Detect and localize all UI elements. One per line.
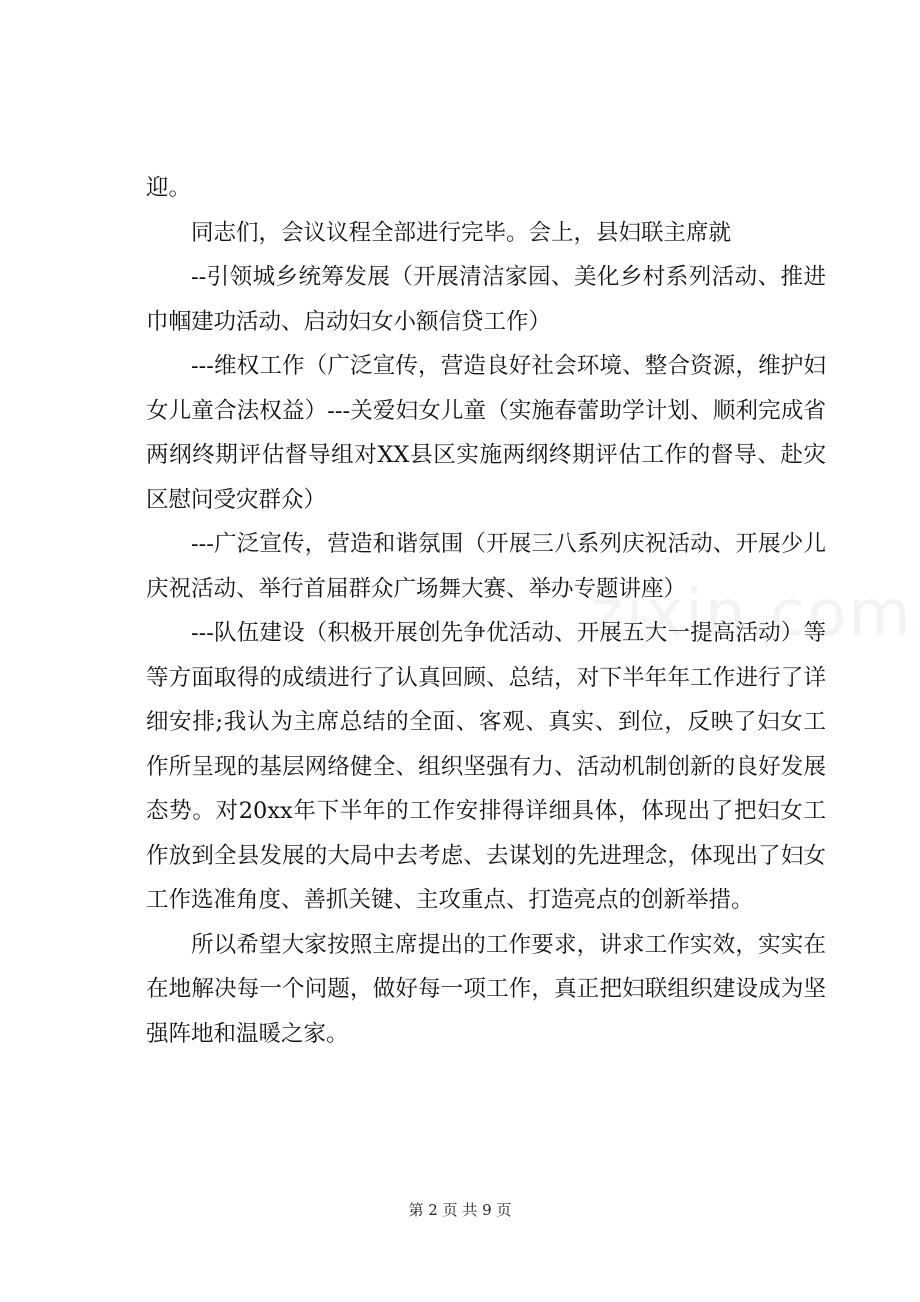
document-body xyxy=(146,166,826,1056)
paragraph-rights-protection: ---维权工作（广泛宣传，营造良好社会环境、整合资源，维护妇女儿童合法权益）---关爱妇女儿童（实施春蕾助学计划、顺利完成省两纲终期评估督导组对XX县区实施两纲终期评估工作的督导、赴灾区慰问受灾群众） xyxy=(146,353,826,513)
paragraph-continuation: 迎。 xyxy=(146,175,192,201)
paragraph-urban-rural-development: --引领城乡统筹发展（开展清洁家园、美化乡村系列活动、推进巾帼建功活动、启动妇女小额信贷工作） xyxy=(146,264,826,335)
paragraph-closing-hope: 所以希望大家按照主席提出的工作要求，讲求工作实效，实实在在地解决每一个问题，做好每一项工作，真正把妇联组织建设成为坚强阵地和温暖之家。 xyxy=(146,931,826,1047)
paragraph-publicity: ---广泛宣传，营造和谐氛围（开展三八系列庆祝活动、开展少儿庆祝活动、举行首届群众广场舞大赛、举办专题讲座） xyxy=(146,531,826,602)
paragraph-meeting-summary: 同志们，会议议程全部进行完毕。会上，县妇联主席就 xyxy=(191,219,732,246)
page-number-footer: 第 2 页 共 9 页 xyxy=(408,1201,512,1219)
paragraph-team-building: ---队伍建设（积极开展创先争优活动、开展五大一提高活动）等等方面取得的成绩进行了认真回顾、总结，对下半年年工作进行了详细安排;我认为主席总结的全面、客观、真实、到位，反映了妇女工作所呈现的基层网络健全、组织坚强有力、活动机制创新的良好发展态势。对20xx年下半年的工作安排得详细具体，体现出了把妇女工作放到全县发展的大局中去考虑、去谋划的先进理念，体现出了妇女工作选准角度、善抓关键、主攻重点、打造亮点的创新举措。 xyxy=(146,620,826,913)
